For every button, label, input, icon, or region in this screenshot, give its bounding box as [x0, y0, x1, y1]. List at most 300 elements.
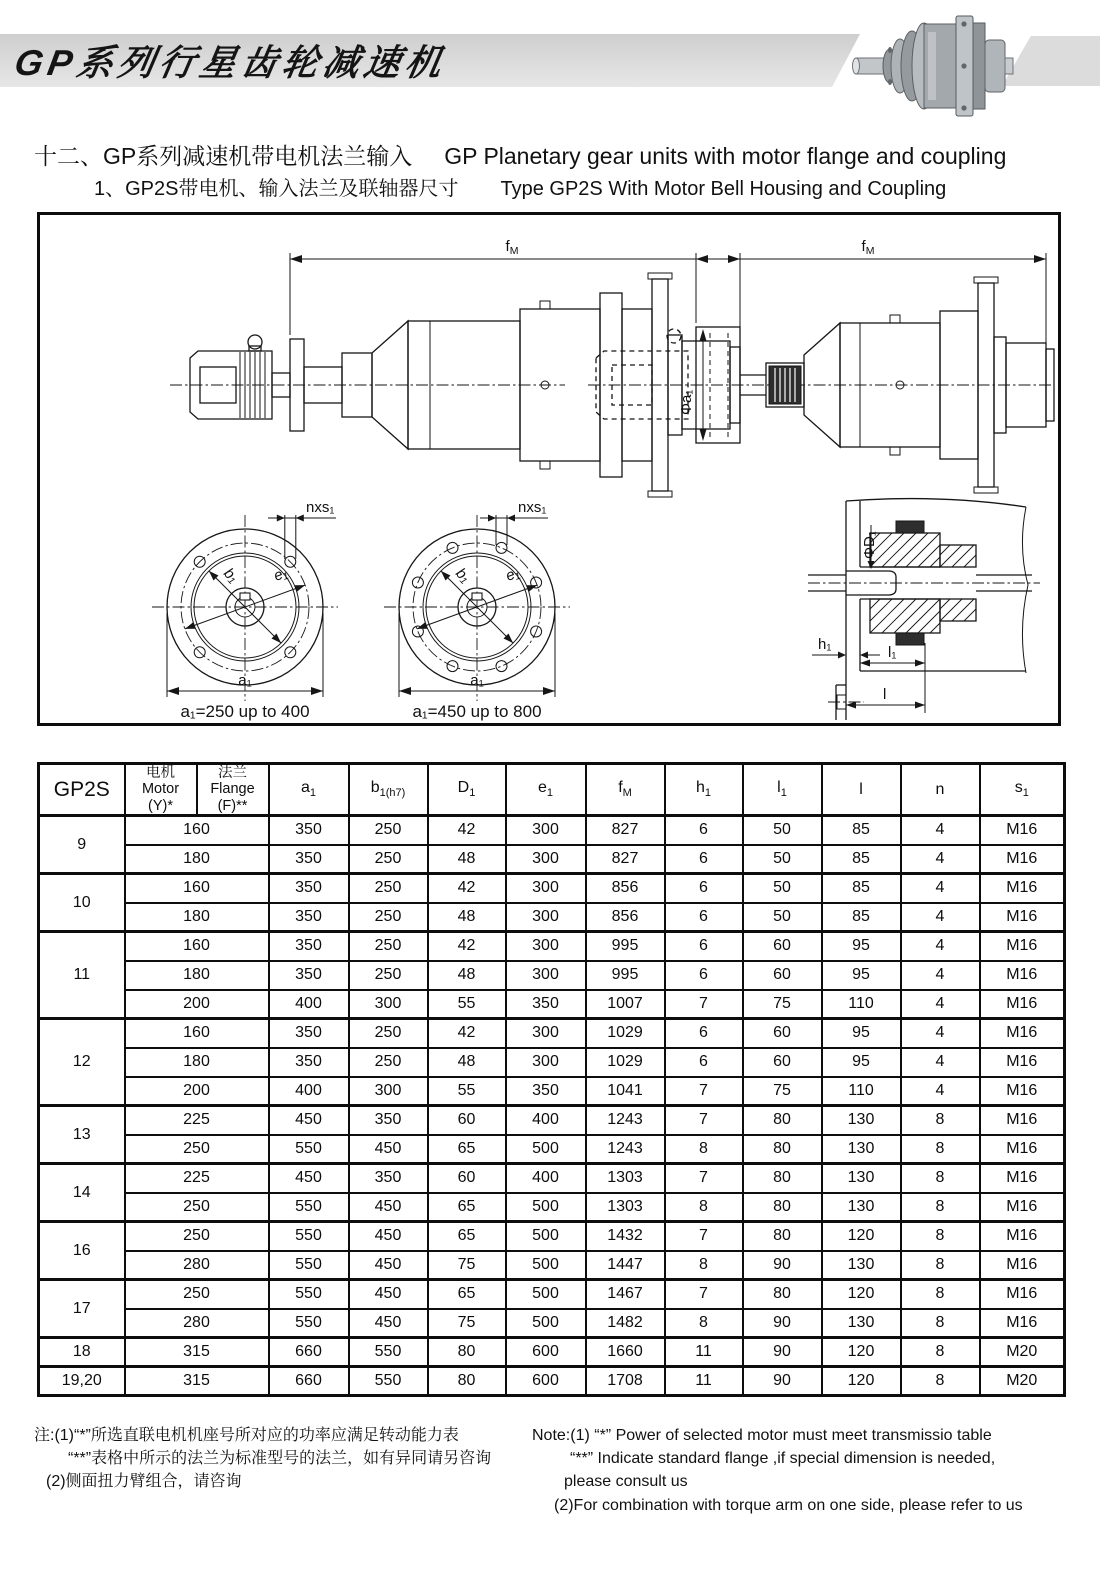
col-header-n: n — [901, 764, 980, 816]
dim-value-cell: M16 — [980, 990, 1065, 1019]
hatch-lower-left — [870, 599, 940, 633]
dim-value-cell: 130 — [822, 1309, 901, 1338]
flange-header-en: Flange — [210, 781, 255, 798]
motor-size-cell: 250 — [125, 1135, 269, 1164]
side-view-right — [588, 238, 1054, 493]
dim-value-cell: 95 — [822, 932, 901, 961]
page-title: GP系列行星齿轮减速机 — [11, 42, 450, 83]
dim-value-cell: 550 — [349, 1367, 428, 1396]
dim-value-cell: 550 — [349, 1338, 428, 1367]
dim-label-l: l — [883, 686, 887, 703]
table-row — [39, 1164, 1065, 1193]
dim-value-cell: 90 — [743, 1338, 822, 1367]
dim-value-cell: 995 — [586, 961, 665, 990]
col-header-h1: $h_1$ — [665, 764, 743, 816]
dim-value-cell: 450 — [349, 1251, 428, 1280]
dim-value-cell: 4 — [901, 903, 980, 932]
dim-value-cell: 8 — [901, 1222, 980, 1251]
table-row — [39, 1309, 1065, 1338]
dim-value-cell: 8 — [665, 1135, 743, 1164]
dim-value-cell: 55 — [428, 990, 506, 1019]
col-header-l: l — [822, 764, 901, 816]
dim-label-nxs1-small: nxs₁ — [306, 499, 335, 516]
dim-value-cell: 130 — [822, 1135, 901, 1164]
dim-value-cell: 1041 — [586, 1077, 665, 1106]
motor-size-cell: 315 — [125, 1338, 269, 1367]
gear-size-cell: 12 — [39, 1019, 125, 1106]
note-en-line: “**” Indicate standard flange ,if special dimension is needed, — [570, 1450, 996, 1468]
dim-value-cell: 350 — [269, 932, 349, 961]
dim-value-cell: 1029 — [586, 1048, 665, 1077]
flange-caption-small: a₁=250 up to 400 — [180, 702, 310, 721]
motor-header-en: Motor — [141, 781, 180, 798]
motor-size-cell: 200 — [125, 1077, 269, 1106]
dim-value-cell: 500 — [506, 1193, 586, 1222]
dim-value-cell: 300 — [506, 816, 586, 845]
notes-english — [532, 1424, 1084, 1517]
table-row — [39, 1048, 1065, 1077]
table-row — [39, 1367, 1065, 1396]
dim-value-cell: 8 — [901, 1193, 980, 1222]
dim-value-cell: 300 — [349, 990, 428, 1019]
dim-value-cell: 8 — [901, 1309, 980, 1338]
dim-value-cell: 300 — [506, 961, 586, 990]
dim-value-cell: 8 — [665, 1251, 743, 1280]
dim-value-cell: 60 — [428, 1164, 506, 1193]
motor-size-cell: 180 — [125, 961, 269, 990]
dim-value-cell: 550 — [269, 1222, 349, 1251]
dim-value-cell: 500 — [506, 1222, 586, 1251]
dim-value-cell: 250 — [349, 816, 428, 845]
dim-value-cell: 120 — [822, 1367, 901, 1396]
table-row — [39, 1280, 1065, 1309]
dim-value-cell: 1482 — [586, 1309, 665, 1338]
dim-value-cell: 60 — [743, 1019, 822, 1048]
col-header-D1: $D_1$ — [428, 764, 506, 816]
gear-size-cell: 16 — [39, 1222, 125, 1280]
dim-value-cell: 350 — [506, 990, 586, 1019]
dim-value-cell: 300 — [349, 1077, 428, 1106]
dim-value-cell: 50 — [743, 874, 822, 903]
dim-value-cell: 8 — [901, 1280, 980, 1309]
dim-value-cell: 6 — [665, 961, 743, 990]
dim-value-cell: 1467 — [586, 1280, 665, 1309]
hatch-upper-right — [940, 545, 976, 567]
dim-value-cell: 450 — [269, 1106, 349, 1135]
section-title-en: GP Planetary gear units with motor flange and coupling — [444, 143, 1007, 169]
dim-value-cell: 120 — [822, 1338, 901, 1367]
technical-drawing — [37, 212, 1061, 726]
dim-value-cell: 350 — [269, 874, 349, 903]
dim-value-cell: 350 — [269, 1019, 349, 1048]
dim-value-cell: 4 — [901, 990, 980, 1019]
col-header-b1h7: $b_{1(h7)}$ — [349, 764, 428, 816]
dim-value-cell: 500 — [506, 1280, 586, 1309]
dim-value-cell: 827 — [586, 845, 665, 874]
dim-value-cell: 500 — [506, 1135, 586, 1164]
dim-value-cell: 95 — [822, 961, 901, 990]
dim-value-cell: 450 — [349, 1280, 428, 1309]
dim-value-cell: 350 — [269, 816, 349, 845]
dim-value-cell: 60 — [743, 1048, 822, 1077]
dim-label-a1-large: a₁ — [470, 672, 484, 689]
dim-value-cell: 550 — [269, 1251, 349, 1280]
motor-size-cell: 180 — [125, 903, 269, 932]
dim-value-cell: 7 — [665, 1222, 743, 1251]
dim-value-cell: 42 — [428, 874, 506, 903]
dim-value-cell: 60 — [743, 932, 822, 961]
dim-value-cell: 450 — [349, 1135, 428, 1164]
dim-value-cell: M16 — [980, 932, 1065, 961]
dim-value-cell: 50 — [743, 845, 822, 874]
col-header-fM: $f_M$ — [586, 764, 665, 816]
col-header-motor — [125, 764, 197, 816]
motor-header-suffix: (Y)* — [148, 797, 173, 814]
dim-value-cell: 1007 — [586, 990, 665, 1019]
dim-value-cell: 995 — [586, 932, 665, 961]
dim-value-cell: 8 — [901, 1106, 980, 1135]
dim-value-cell: 42 — [428, 816, 506, 845]
dim-value-cell: 4 — [901, 874, 980, 903]
gear-size-cell: 19,20 — [39, 1367, 125, 1396]
dim-value-cell: M16 — [980, 874, 1065, 903]
motor-size-cell: 160 — [125, 816, 269, 845]
subsection-title-cn: 1、GP2S带电机、输入法兰及联轴器尺寸 — [94, 178, 459, 200]
dim-value-cell: 350 — [269, 903, 349, 932]
dim-label-phi-a1: Φa₁ — [678, 389, 695, 415]
gear-size-cell: 14 — [39, 1164, 125, 1222]
dim-value-cell: M16 — [980, 1222, 1065, 1251]
dim-value-cell: M16 — [980, 961, 1065, 990]
dim-value-cell: 42 — [428, 932, 506, 961]
dim-value-cell: 80 — [428, 1338, 506, 1367]
dim-label-b1-large: b₁ — [452, 564, 474, 587]
dim-value-cell: 300 — [506, 1019, 586, 1048]
dim-value-cell: 350 — [269, 1048, 349, 1077]
dim-value-cell: 7 — [665, 1280, 743, 1309]
spec-table-body — [39, 816, 1065, 1396]
dim-value-cell: 6 — [665, 845, 743, 874]
gear-size-cell: 9 — [39, 816, 125, 874]
dim-value-cell: 500 — [506, 1309, 586, 1338]
product-photo-gear-unit — [848, 5, 1016, 127]
dim-label-e1-small: e₁ — [271, 564, 290, 585]
dim-value-cell: 6 — [665, 903, 743, 932]
dim-value-cell: 450 — [269, 1164, 349, 1193]
table-row — [39, 1338, 1065, 1367]
dim-value-cell: M16 — [980, 1135, 1065, 1164]
dim-value-cell: M16 — [980, 1193, 1065, 1222]
dim-value-cell: 450 — [349, 1309, 428, 1338]
motor-size-cell: 225 — [125, 1106, 269, 1135]
dim-value-cell: 130 — [822, 1251, 901, 1280]
dim-value-cell: 4 — [901, 1077, 980, 1106]
dim-value-cell: M16 — [980, 845, 1065, 874]
dim-value-cell: 400 — [506, 1106, 586, 1135]
dim-value-cell: 48 — [428, 845, 506, 874]
dim-value-cell: 250 — [349, 903, 428, 932]
dim-label-a1-small: a₁ — [238, 672, 252, 689]
dim-value-cell: 8 — [665, 1193, 743, 1222]
spec-table-header-row — [39, 764, 1065, 816]
hatch-upper-left — [870, 533, 940, 567]
dim-value-cell: 600 — [506, 1367, 586, 1396]
dim-value-cell: 500 — [506, 1251, 586, 1280]
dim-value-cell: 50 — [743, 816, 822, 845]
dim-value-cell: 1660 — [586, 1338, 665, 1367]
dim-value-cell: 110 — [822, 1077, 901, 1106]
dim-value-cell: 1303 — [586, 1193, 665, 1222]
dim-value-cell: M20 — [980, 1367, 1065, 1396]
motor-size-cell: 180 — [125, 845, 269, 874]
motor-size-cell: 225 — [125, 1164, 269, 1193]
dim-value-cell: 85 — [822, 816, 901, 845]
dim-value-cell: 8 — [665, 1309, 743, 1338]
motor-size-cell: 280 — [125, 1251, 269, 1280]
table-row — [39, 1106, 1065, 1135]
dim-value-cell: 6 — [665, 1019, 743, 1048]
banner-accent-shape — [1002, 36, 1100, 86]
flange-caption-large: a₁=450 up to 800 — [412, 702, 542, 721]
note-cn-line: (2)侧面扭力臂组合，请咨询 — [46, 1473, 242, 1491]
table-row — [39, 845, 1065, 874]
dim-label-e1-large: e₁ — [503, 564, 522, 585]
dim-value-cell: 250 — [349, 932, 428, 961]
dim-value-cell: 90 — [743, 1309, 822, 1338]
motor-size-cell: 250 — [125, 1222, 269, 1251]
dim-value-cell: 80 — [743, 1222, 822, 1251]
dim-value-cell: 60 — [428, 1106, 506, 1135]
table-row — [39, 1135, 1065, 1164]
side-view-left — [170, 238, 740, 497]
dim-value-cell: 85 — [822, 874, 901, 903]
gear-size-cell: 10 — [39, 874, 125, 932]
dim-value-cell: M16 — [980, 1019, 1065, 1048]
gear-size-cell: 13 — [39, 1106, 125, 1164]
dim-value-cell: 7 — [665, 1106, 743, 1135]
dim-value-cell: 120 — [822, 1222, 901, 1251]
dim-value-cell: 130 — [822, 1193, 901, 1222]
dim-value-cell: M16 — [980, 1309, 1065, 1338]
spec-table — [37, 762, 1066, 1397]
col-header-e1: $e_1$ — [506, 764, 586, 816]
dim-value-cell: 1432 — [586, 1222, 665, 1251]
dim-value-cell: 120 — [822, 1280, 901, 1309]
dim-value-cell: 350 — [349, 1164, 428, 1193]
dim-value-cell: 1303 — [586, 1164, 665, 1193]
dim-value-cell: 75 — [428, 1309, 506, 1338]
dim-value-cell: 400 — [269, 990, 349, 1019]
dim-value-cell: 75 — [428, 1251, 506, 1280]
technical-drawing-svg — [40, 215, 1058, 723]
dim-value-cell: 6 — [665, 874, 743, 903]
dim-value-cell: 80 — [743, 1280, 822, 1309]
dim-value-cell: 7 — [665, 1077, 743, 1106]
dim-value-cell: 300 — [506, 932, 586, 961]
dim-value-cell: 65 — [428, 1193, 506, 1222]
dim-value-cell: 250 — [349, 1048, 428, 1077]
dim-value-cell: 250 — [349, 845, 428, 874]
dim-value-cell: 90 — [743, 1367, 822, 1396]
dim-value-cell: 50 — [743, 903, 822, 932]
dim-value-cell: 11 — [665, 1367, 743, 1396]
motor-size-cell: 180 — [125, 1048, 269, 1077]
col-header-flange — [197, 764, 269, 816]
dim-value-cell: 130 — [822, 1106, 901, 1135]
gear-unit-photo-art — [853, 16, 1014, 116]
dim-value-cell: 80 — [428, 1367, 506, 1396]
section-title-cn: 十二、GP系列减速机带电机法兰输入 — [34, 143, 413, 169]
dim-label-b1-small: b₁ — [220, 564, 242, 587]
motor-size-cell: 160 — [125, 874, 269, 903]
motor-size-cell: 160 — [125, 932, 269, 961]
dim-value-cell: M16 — [980, 1077, 1065, 1106]
dim-value-cell: 85 — [822, 845, 901, 874]
dim-value-cell: 110 — [822, 990, 901, 1019]
dim-value-cell: 856 — [586, 903, 665, 932]
dim-value-cell: 65 — [428, 1280, 506, 1309]
note-cn-line: 注:(1)“*”所选直联电机机座号所对应的功率应满足转动能力表 — [34, 1427, 459, 1444]
hatch-lower-right — [940, 599, 976, 621]
table-row — [39, 1193, 1065, 1222]
table-row — [39, 1019, 1065, 1048]
dim-value-cell: 7 — [665, 1164, 743, 1193]
dim-value-cell: 550 — [269, 1309, 349, 1338]
notes-chinese — [34, 1424, 526, 1494]
note-en-line: (2)For combination with torque arm on one side, please refer to us — [554, 1496, 1023, 1514]
gear-size-cell: 11 — [39, 932, 125, 1019]
dim-label-h1: h₁ — [818, 636, 832, 653]
motor-size-cell: 315 — [125, 1367, 269, 1396]
dim-value-cell: 550 — [269, 1280, 349, 1309]
section-title — [34, 138, 1084, 171]
table-row — [39, 1251, 1065, 1280]
dim-value-cell: 7 — [665, 990, 743, 1019]
dim-value-cell: 6 — [665, 1048, 743, 1077]
dim-value-cell: 75 — [743, 990, 822, 1019]
flange-view-large — [384, 499, 570, 721]
dim-label-l1: l₁ — [888, 644, 897, 661]
dim-value-cell: 400 — [506, 1164, 586, 1193]
table-row — [39, 932, 1065, 961]
dim-value-cell: 1243 — [586, 1135, 665, 1164]
dim-value-cell: M16 — [980, 1164, 1065, 1193]
dim-value-cell: 300 — [506, 874, 586, 903]
dim-value-cell: 8 — [901, 1251, 980, 1280]
dim-value-cell: 11 — [665, 1338, 743, 1367]
subsection-title — [94, 172, 1074, 201]
dim-value-cell: 80 — [743, 1135, 822, 1164]
dim-value-cell: 95 — [822, 1048, 901, 1077]
dim-value-cell: 250 — [349, 1019, 428, 1048]
dim-value-cell: 827 — [586, 816, 665, 845]
dim-value-cell: 550 — [269, 1135, 349, 1164]
dim-value-cell: 80 — [743, 1193, 822, 1222]
dim-value-cell: 55 — [428, 1077, 506, 1106]
dim-value-cell: 450 — [349, 1193, 428, 1222]
dim-value-cell: 660 — [269, 1338, 349, 1367]
dim-value-cell: 75 — [743, 1077, 822, 1106]
dim-value-cell: 4 — [901, 1019, 980, 1048]
table-row — [39, 874, 1065, 903]
gear-size-cell: 17 — [39, 1280, 125, 1338]
dim-value-cell: 48 — [428, 961, 506, 990]
dim-value-cell: 42 — [428, 1019, 506, 1048]
dim-value-cell: 1447 — [586, 1251, 665, 1280]
dim-value-cell: 4 — [901, 932, 980, 961]
dim-value-cell: 300 — [506, 845, 586, 874]
dim-value-cell: 400 — [269, 1077, 349, 1106]
dim-value-cell: M16 — [980, 1251, 1065, 1280]
gear-size-cell: 18 — [39, 1338, 125, 1367]
table-row — [39, 1222, 1065, 1251]
note-cn-line: “**”表格中所示的法兰为标准型号的法兰，如有异同请另咨询 — [68, 1450, 492, 1468]
dim-value-cell: 250 — [349, 874, 428, 903]
dim-value-cell: 48 — [428, 903, 506, 932]
dim-value-cell: 300 — [506, 1048, 586, 1077]
col-header-model: GP2S — [39, 764, 125, 816]
dim-value-cell: 1243 — [586, 1106, 665, 1135]
dim-value-cell: 350 — [269, 845, 349, 874]
dim-value-cell: 450 — [349, 1222, 428, 1251]
dim-value-cell: 65 — [428, 1135, 506, 1164]
dim-value-cell: 550 — [269, 1193, 349, 1222]
dim-value-cell: M20 — [980, 1338, 1065, 1367]
col-header-l1: $l_1$ — [743, 764, 822, 816]
motor-size-cell: 250 — [125, 1280, 269, 1309]
dim-value-cell: 4 — [901, 845, 980, 874]
note-en-line: please consult us — [564, 1473, 688, 1491]
note-en-line: Note:(1) “*” Power of selected motor must meet transmissio table — [532, 1427, 992, 1444]
dim-value-cell: M16 — [980, 1280, 1065, 1309]
dim-value-cell: 130 — [822, 1164, 901, 1193]
col-header-a1: $a_1$ — [269, 764, 349, 816]
dim-value-cell: M16 — [980, 1106, 1065, 1135]
dim-value-cell: 600 — [506, 1338, 586, 1367]
dim-value-cell: 65 — [428, 1222, 506, 1251]
dim-value-cell: 8 — [901, 1338, 980, 1367]
dim-label-nxs1-large: nxs₁ — [518, 499, 547, 516]
dim-value-cell: 8 — [901, 1135, 980, 1164]
dim-value-cell: 350 — [269, 961, 349, 990]
dim-value-cell: 85 — [822, 903, 901, 932]
motor-size-cell: 280 — [125, 1309, 269, 1338]
dim-value-cell: 1708 — [586, 1367, 665, 1396]
dim-value-cell: 856 — [586, 874, 665, 903]
motor-header-cn: 电机 — [146, 765, 175, 782]
dim-value-cell: 8 — [901, 1367, 980, 1396]
table-row — [39, 990, 1065, 1019]
dim-label-fm-left: $f_M$ — [505, 238, 519, 257]
dim-value-cell: 660 — [269, 1367, 349, 1396]
dim-value-cell: 300 — [506, 903, 586, 932]
dim-label-fm-right: $f_M$ — [861, 238, 875, 257]
dim-value-cell: 4 — [901, 1048, 980, 1077]
flange-view-small — [152, 499, 338, 721]
col-header-s1: $s_1$ — [980, 764, 1065, 816]
table-row — [39, 1077, 1065, 1106]
dim-value-cell: 6 — [665, 932, 743, 961]
dim-value-cell: 4 — [901, 961, 980, 990]
coupling-section-view — [808, 499, 1040, 720]
table-row — [39, 903, 1065, 932]
dim-value-cell: 80 — [743, 1106, 822, 1135]
subsection-title-en: Type GP2S With Motor Bell Housing and Coupling — [500, 178, 947, 200]
table-row — [39, 961, 1065, 990]
motor-size-cell: 200 — [125, 990, 269, 1019]
dim-value-cell: 350 — [349, 1106, 428, 1135]
dim-value-cell: M16 — [980, 816, 1065, 845]
